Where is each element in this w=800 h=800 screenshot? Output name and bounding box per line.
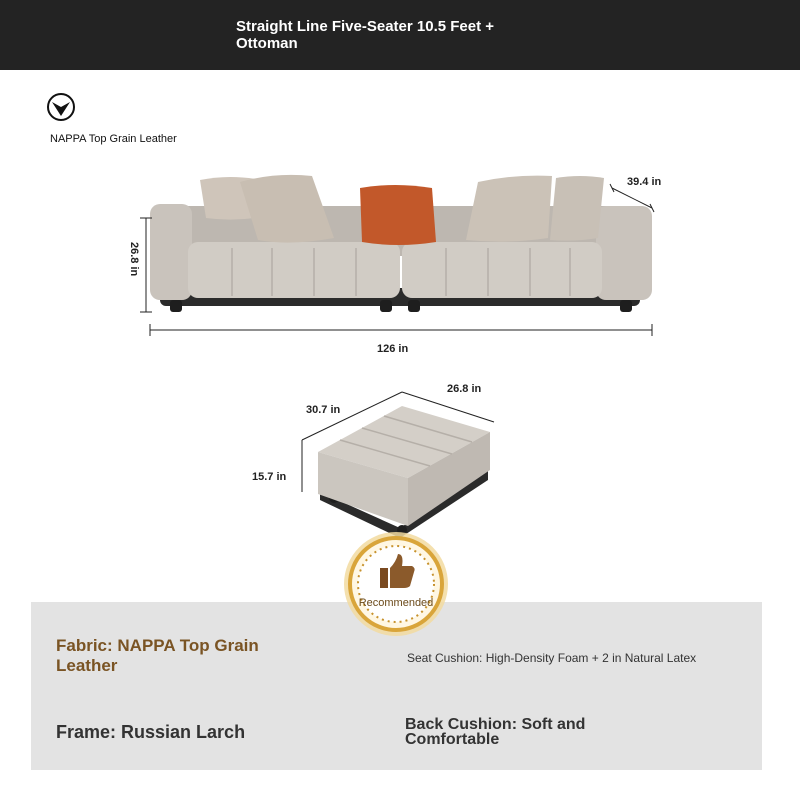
ottoman-illustration [0, 380, 800, 540]
recommended-badge [338, 530, 454, 640]
material-label: NAPPA Top Grain Leather [50, 133, 177, 145]
ottoman-depth-label: 30.7 in [306, 404, 341, 416]
v-chevron-circle-icon [46, 92, 76, 122]
ottoman-width-label: 26.8 in [447, 383, 482, 395]
spec-seat-cushion: Seat Cushion: High-Density Foam + 2 in Natural Latex [407, 651, 697, 665]
thumbs-up-icon [376, 552, 416, 597]
badge-label: Recommended [358, 597, 434, 609]
header-bar [0, 0, 800, 70]
sofa-width-label: 126 in [377, 343, 409, 355]
ottoman-height-label: 15.7 in [252, 471, 287, 483]
sofa-illustration [0, 160, 800, 360]
spec-frame: Frame: Russian Larch [56, 722, 246, 742]
spec-fabric: Fabric: NAPPA Top Grain Leather [56, 636, 259, 675]
spec-back-cushion: Back Cushion: Soft and Comfortable [405, 716, 586, 748]
sofa-height-label: 26.8 in [128, 242, 140, 277]
sofa-depth-label: 39.4 in [627, 176, 662, 188]
page-title: Straight Line Five-Seater 10.5 Feet + Ottoman [236, 18, 495, 52]
